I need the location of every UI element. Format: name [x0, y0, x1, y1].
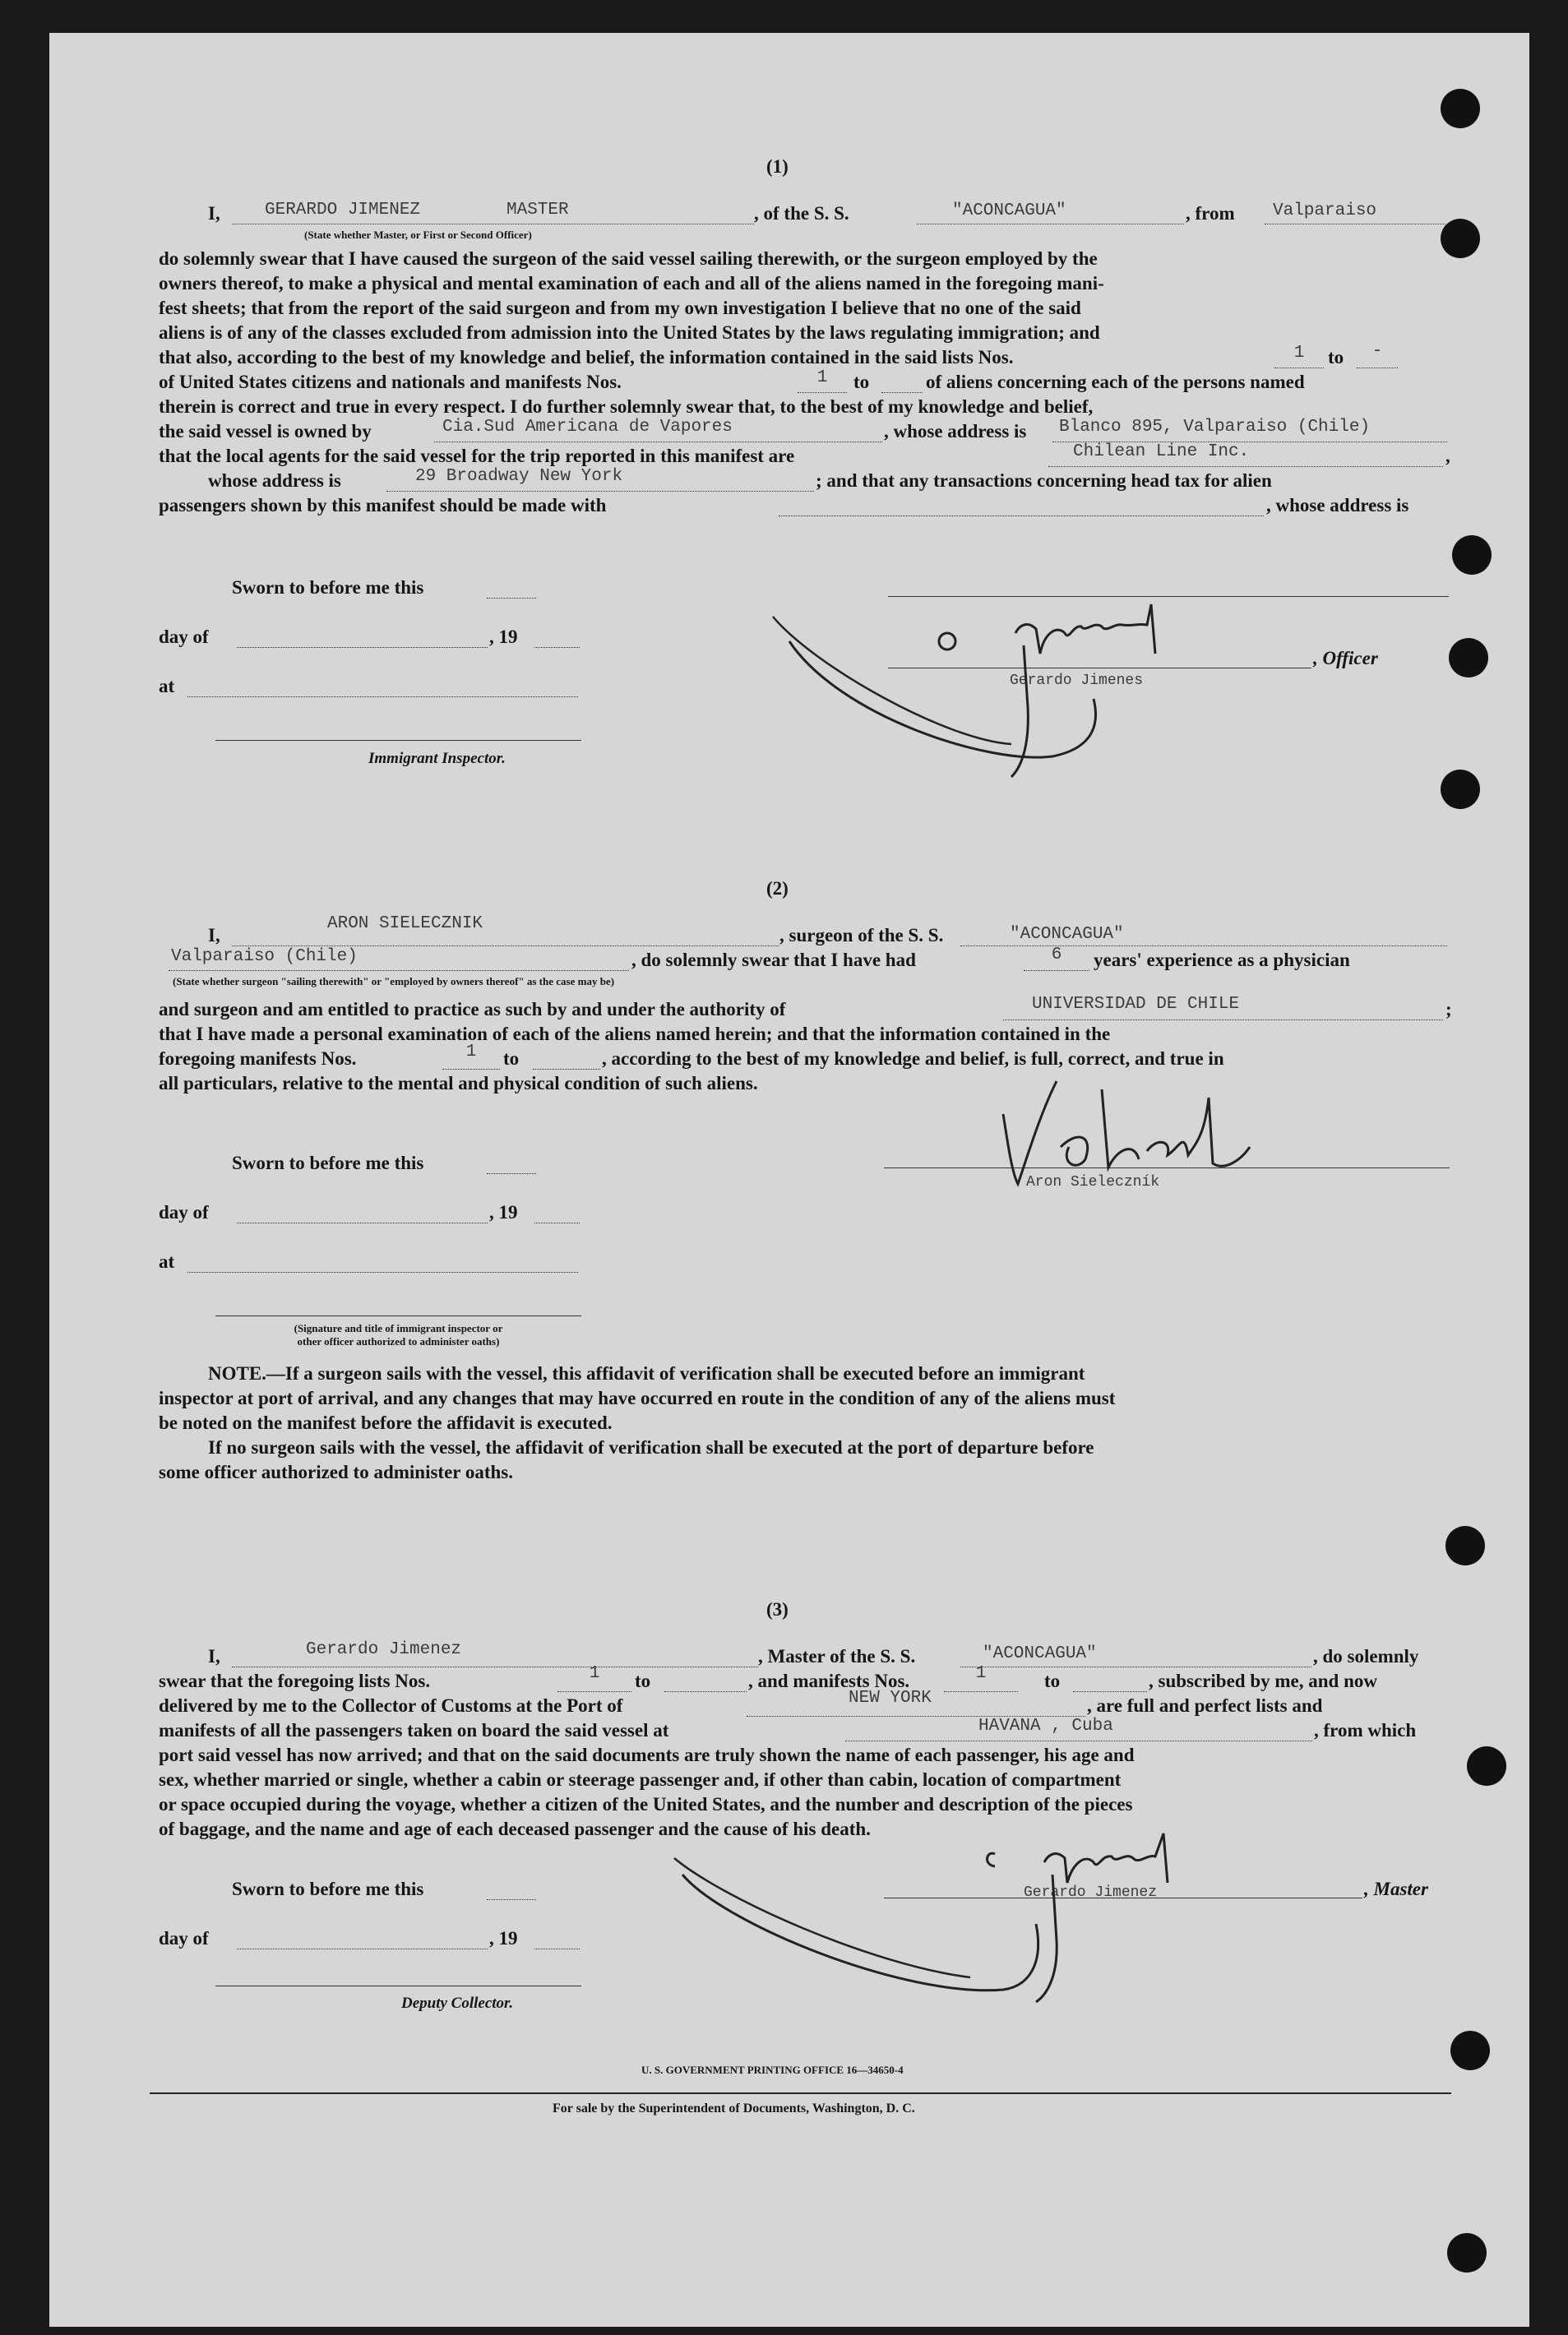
s3-line-5: port said vessel has now arrived; and that on the said documents are truly shown the name of each passenger, his age and — [159, 1745, 1135, 1765]
s2-at: at — [159, 1251, 175, 1272]
s1-line-7: therein is correct and true in every respect. I do further solemnly swear that, to the best of my knowledge and belief, — [159, 396, 1094, 417]
s1-manifest-no-line — [798, 392, 847, 393]
s3-lists-to-line — [664, 1691, 747, 1692]
s1-ship: "ACONCAGUA" — [952, 201, 1066, 220]
s1-line-2: owners thereof, to make a physical and mental examination of each and all of the aliens named in the foregoing mani- — [159, 273, 1104, 294]
s3-line-8: of baggage, and the name and age of each deceased passenger and the cause of his death. — [159, 1819, 871, 1839]
s3-to-1: to — [635, 1671, 651, 1691]
s3-collector: Deputy Collector. — [401, 1995, 514, 2012]
binder-hole — [1441, 219, 1480, 258]
s3-port: NEW YORK — [849, 1689, 932, 1708]
s3-boarded-at: HAVANA , Cuba — [978, 1717, 1113, 1736]
s1-line-3: fest sheets; that from the report of the said surgeon and from my own investigation I believe that no one of the said — [159, 298, 1081, 318]
s1-inspector: Immigrant Inspector. — [368, 750, 506, 767]
section-3-number: (3) — [766, 1599, 789, 1620]
s3-sworn: Sworn to before me this — [232, 1879, 424, 1899]
s3-signed-name: Gerardo Jimenez — [1024, 1884, 1158, 1901]
s3-line-7: or space occupied during the voyage, whether a citizen of the United States, and the number and description of the pieces — [159, 1794, 1133, 1815]
s2-years-suffix: years' experience as a physician — [1094, 950, 1350, 970]
s3-signature — [658, 1825, 1316, 2023]
s2-surgeon-of: , surgeon of the S. S. — [779, 925, 944, 946]
s3-line2-a: swear that the foregoing lists Nos. — [159, 1671, 431, 1691]
s1-rank: MASTER — [506, 201, 569, 220]
binder-hole — [1447, 2233, 1487, 2273]
s1-line-1: do solemnly swear that I have caused the surgeon of the said vessel sailing therewith, or the surgeon employed by the — [159, 248, 1098, 269]
s3-lists-no: 1 — [589, 1664, 600, 1683]
s1-owner-address: Blanco 895, Valparaiso (Chile) — [1059, 418, 1371, 437]
s1-manifest-no: 1 — [816, 368, 828, 387]
note-line-4: If no surgeon sails with the vessel, the affidavit of verification shall be executed at the port of departure before — [208, 1437, 1094, 1458]
s1-to-2: to — [853, 372, 870, 392]
s3-line2-c: , subscribed by me, and now — [1149, 1671, 1377, 1691]
s3-manifest-to-line — [1073, 1691, 1147, 1692]
s2-semicolon: ; — [1445, 999, 1452, 1020]
s1-of-ship: , of the S. S. — [754, 203, 849, 224]
s2-line-manifest-a: foregoing manifests Nos. — [159, 1048, 357, 1069]
s1-line-11: passengers shown by this manifest should be made with — [159, 495, 607, 516]
s1-whose-address-end: , whose address is — [1266, 495, 1409, 516]
s1-aliens-suffix: of aliens concerning each of the persons named — [926, 372, 1305, 392]
s1-at-line — [187, 696, 578, 697]
s2-from-line — [169, 970, 629, 971]
s2-line-auth: and surgeon and am entitled to practice as such by and under the authority of — [159, 999, 786, 1020]
s1-year: , 19 — [489, 627, 518, 647]
s3-to-2: to — [1044, 1671, 1061, 1691]
s2-manifest-to-line — [533, 1069, 600, 1070]
binder-hole — [1441, 89, 1480, 128]
s2-inspector-line — [215, 1315, 581, 1316]
s3-lists-no-line — [557, 1691, 631, 1692]
s1-signed-name: Gerardo Jimenes — [1010, 673, 1144, 689]
s1-line-5: that also, according to the best of my knowledge and belief, the information contained in the said lists Nos. — [159, 347, 1014, 368]
note-line-5: some officer authorized to administer oaths. — [159, 1462, 513, 1482]
s3-ship: "ACONCAGUA" — [983, 1644, 1097, 1663]
s2-manifest-no: 1 — [465, 1043, 477, 1061]
gpo-imprint: U. S. GOVERNMENT PRINTING OFFICE 16—34650-4 — [641, 2064, 904, 2076]
s3-manifest-no: 1 — [975, 1664, 987, 1683]
s3-master-of: , Master of the S. S. — [758, 1646, 916, 1667]
s1-head-tax: ; and that any transactions concerning head tax for alien — [816, 470, 1272, 491]
binder-hole — [1449, 638, 1488, 677]
s3-manifest-no-line — [944, 1691, 1018, 1692]
s1-to-1: to — [1328, 347, 1344, 368]
s1-day-of: day of — [159, 627, 209, 647]
binder-hole — [1441, 770, 1480, 809]
s2-from-port: Valparaiso (Chile) — [171, 947, 358, 966]
s1-year-line — [534, 647, 580, 648]
section-1-number: (1) — [766, 156, 789, 177]
s2-year: , 19 — [489, 1202, 518, 1223]
s2-line-manifest-b: , according to the best of my knowledge and belief, is full, correct, and true in — [602, 1048, 1224, 1069]
s1-line-4: aliens is of any of the classes excluded from admission into the United States by the laws regulating immigration; and — [159, 322, 1100, 343]
s3-line-6: sex, whether married or single, whether a cabin or steerage passenger and, if other than cabin, location of compartment — [159, 1769, 1122, 1790]
s3-master: , Master — [1364, 1879, 1428, 1899]
s2-signed-name: Aron Sieleczník — [1026, 1174, 1160, 1191]
s2-sworn: Sworn to before me this — [232, 1153, 424, 1173]
s3-line3-b: , are full and perfect lists and — [1087, 1695, 1323, 1716]
s1-line-6: of United States citizens and nationals and manifests Nos. — [159, 372, 622, 392]
s1-at: at — [159, 676, 175, 696]
s3-line4-b: , from which — [1314, 1720, 1417, 1741]
section-2-number: (2) — [766, 878, 789, 899]
s1-owner: Cia.Sud Americana de Vapores — [442, 418, 733, 437]
s2-caption: (State whether surgeon "sailing therewith" or "employed by owners thereof" as the case may be) — [173, 975, 615, 987]
s1-agents-address-line — [386, 491, 814, 492]
s2-had-text: , do solemnly swear that I have had — [631, 950, 916, 970]
s1-lists-to: - — [1371, 342, 1383, 361]
s2-day-of: day of — [159, 1202, 209, 1223]
s1-inspector-line — [215, 740, 581, 741]
s3-master-name: Gerardo Jimenez — [306, 1640, 462, 1659]
s1-from-label: , from — [1186, 203, 1235, 224]
s1-officer: , Officer — [1313, 648, 1378, 668]
s2-line-exam: that I have made a personal examination of each of the aliens named herein; and that the information contained in the — [159, 1024, 1111, 1044]
s3-day-of: day of — [159, 1928, 209, 1949]
s1-sworn-line — [487, 598, 536, 599]
binder-hole — [1467, 1746, 1506, 1786]
s3-year: , 19 — [489, 1928, 518, 1949]
s3-line4-a: manifests of all the passengers taken on board the said vessel at — [159, 1720, 669, 1741]
s2-sig-caption-2: other officer authorized to administer oaths) — [297, 1335, 500, 1348]
s1-line-9: that the local agents for the said vessel for the trip reported in this manifest are — [159, 446, 795, 466]
document-page — [49, 33, 1529, 2327]
s3-line2-b: , and manifests Nos. — [748, 1671, 910, 1691]
s2-manifest-no-line — [442, 1069, 500, 1070]
s1-day-line — [237, 647, 488, 648]
binder-hole — [1450, 2031, 1490, 2070]
footer-rule — [150, 2092, 1451, 2094]
s2-line-particulars: all particulars, relative to the mental and physical condition of such aliens. — [159, 1073, 758, 1094]
s1-sworn: Sworn to before me this — [232, 577, 424, 598]
s2-sig-caption-1: (Signature and title of immigrant inspector or — [294, 1322, 503, 1334]
note-line-3: be noted on the manifest before the affidavit is executed. — [159, 1413, 613, 1433]
s2-years-line — [1024, 970, 1089, 971]
s1-line-10: whose address is — [208, 470, 341, 491]
note-line-1: NOTE.—If a surgeon sails with the vessel, this affidavit of verification shall be executed before an immigrant — [208, 1363, 1085, 1384]
s1-manifest-to-line — [881, 392, 923, 393]
s1-lists-no: 1 — [1293, 344, 1305, 363]
s2-signature — [978, 1065, 1357, 1196]
footer-sale: For sale by the Superintendent of Documents, Washington, D. C. — [553, 2102, 915, 2115]
s2-surgeon-name: ARON SIELECZNIK — [327, 914, 483, 933]
binder-hole — [1452, 535, 1492, 575]
s3-line3-a: delivered by me to the Collector of Customs at the Port of — [159, 1695, 623, 1716]
s2-sworn-line — [487, 1173, 536, 1174]
binder-hole — [1445, 1526, 1485, 1565]
s1-lead: I, — [208, 203, 220, 224]
s2-authority: UNIVERSIDAD DE CHILE — [1032, 995, 1240, 1014]
s1-signature — [740, 576, 1332, 789]
s1-master-name: GERARDO JIMENEZ — [265, 201, 421, 220]
s1-whose-address: , whose address is — [884, 421, 1027, 442]
s1-from-port: Valparaiso — [1273, 201, 1377, 220]
s1-comma: , — [1445, 446, 1450, 466]
s1-agents-line — [1048, 466, 1443, 467]
s3-sworn-line — [487, 1899, 536, 1900]
s1-caption: (State whether Master, or First or Second Officer) — [304, 229, 532, 241]
s2-ship: "ACONCAGUA" — [1010, 925, 1124, 944]
s3-solemnly: , do solemnly — [1313, 1646, 1419, 1667]
s2-lead: I, — [208, 925, 220, 946]
form-body — [49, 33, 1529, 2327]
note-line-2: inspector at port of arrival, and any changes that may have occurred en route in the condition of any of the aliens must — [159, 1388, 1116, 1408]
s1-agents-address: 29 Broadway New York — [415, 467, 623, 486]
s2-at-line — [187, 1272, 578, 1273]
s1-agents: Chilean Line Inc. — [1073, 442, 1250, 461]
s1-line-8: the said vessel is owned by — [159, 421, 372, 442]
s2-years: 6 — [1051, 946, 1062, 964]
s3-lead: I, — [208, 1646, 220, 1667]
s2-to: to — [503, 1048, 520, 1069]
